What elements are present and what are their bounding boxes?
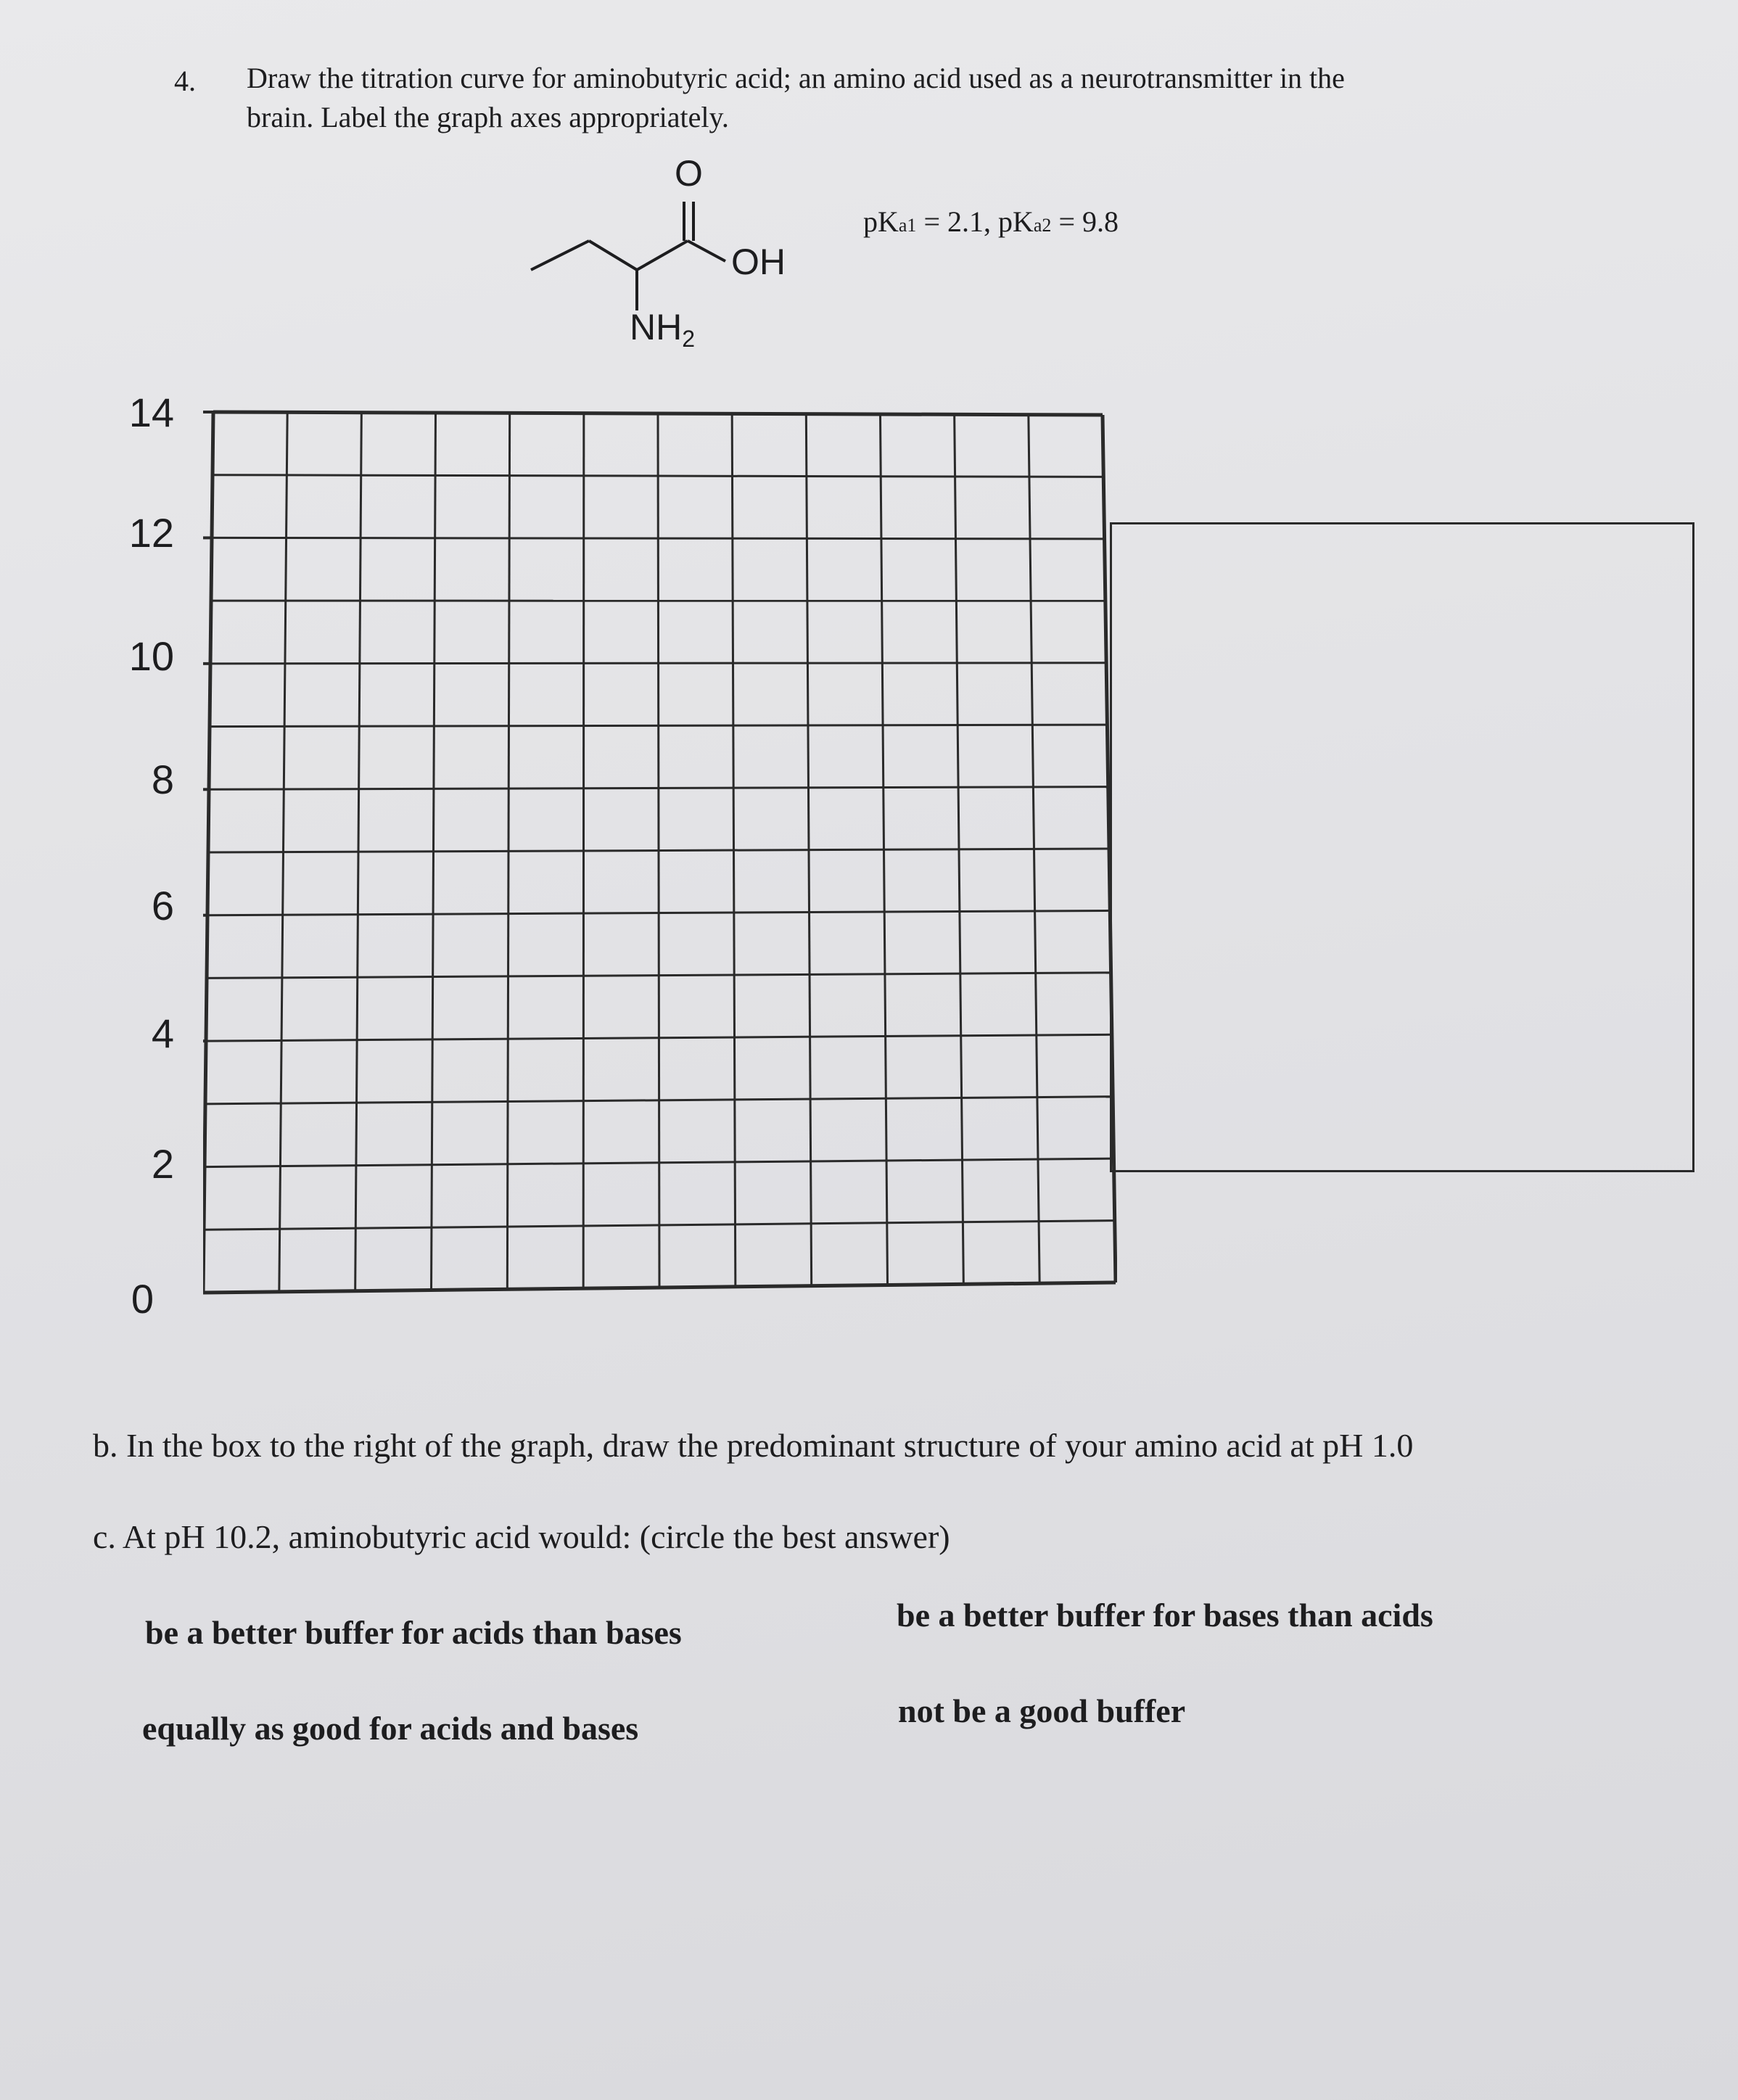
- alpha-carbonyl-bond: [637, 241, 688, 270]
- y-tick-6: 6: [151, 883, 174, 928]
- part-c-text: c. At pH 10.2, aminobutyric acid would: (circle the best answer): [93, 1518, 950, 1555]
- hydroxyl-label: OH: [731, 242, 786, 282]
- grid-col-line: [583, 413, 584, 1289]
- y-tick-8: 8: [151, 757, 174, 802]
- grid-col-line: [658, 413, 659, 1288]
- amine-subscript: 2: [682, 326, 696, 352]
- structure-answer-box[interactable]: [1110, 522, 1694, 1172]
- graph-grid: [203, 406, 1117, 1300]
- choice-not-good-buffer[interactable]: not be a good buffer: [898, 1692, 1186, 1729]
- oxygen-label: O: [675, 153, 703, 194]
- pka2-value: = 9.8: [1058, 205, 1119, 238]
- grid-col-line: [507, 413, 509, 1289]
- choice-equally-good[interactable]: equally as good for acids and bases: [142, 1710, 639, 1747]
- question-number: 4.: [174, 65, 196, 97]
- amine-label: [630, 306, 695, 353]
- pka1-subscript: a1: [898, 215, 917, 236]
- y-tick-12: 12: [128, 510, 174, 556]
- ethyl-bond-1: [531, 241, 589, 270]
- molecule-structure: [508, 152, 827, 370]
- pka2-subscript: a2: [1033, 215, 1052, 236]
- pka1-value: = 2.1,: [923, 205, 991, 238]
- pka2-label: pK: [998, 205, 1034, 238]
- choice-acids-than-bases[interactable]: be a better buffer for acids than bases: [145, 1614, 682, 1651]
- pka1-label: pK: [863, 205, 899, 238]
- ethyl-bond-2: [589, 241, 637, 270]
- question-text-line1: Draw the titration curve for aminobutyric acid; an amino acid used as a neurotransmitter in the: [247, 62, 1345, 94]
- question-text-line2: brain. Label the graph axes appropriately.: [247, 101, 729, 133]
- y-tick-10: 10: [128, 633, 174, 679]
- y-tick-4: 4: [151, 1010, 174, 1056]
- y-tick-2: 2: [151, 1141, 174, 1187]
- y-tick-14: 14: [128, 390, 174, 435]
- carboxyl-oh-bond: [688, 241, 725, 261]
- choice-bases-than-acids[interactable]: be a better buffer for bases than acids: [897, 1597, 1433, 1634]
- titration-graph[interactable]: [203, 406, 1117, 1300]
- pka-values: [863, 205, 1119, 239]
- y-tick-0: 0: [131, 1276, 154, 1322]
- amine-text: NH: [630, 307, 683, 347]
- part-b-text: b. In the box to the right of the graph, draw the predominant structure of your amino acid at pH 1.0: [93, 1427, 1414, 1464]
